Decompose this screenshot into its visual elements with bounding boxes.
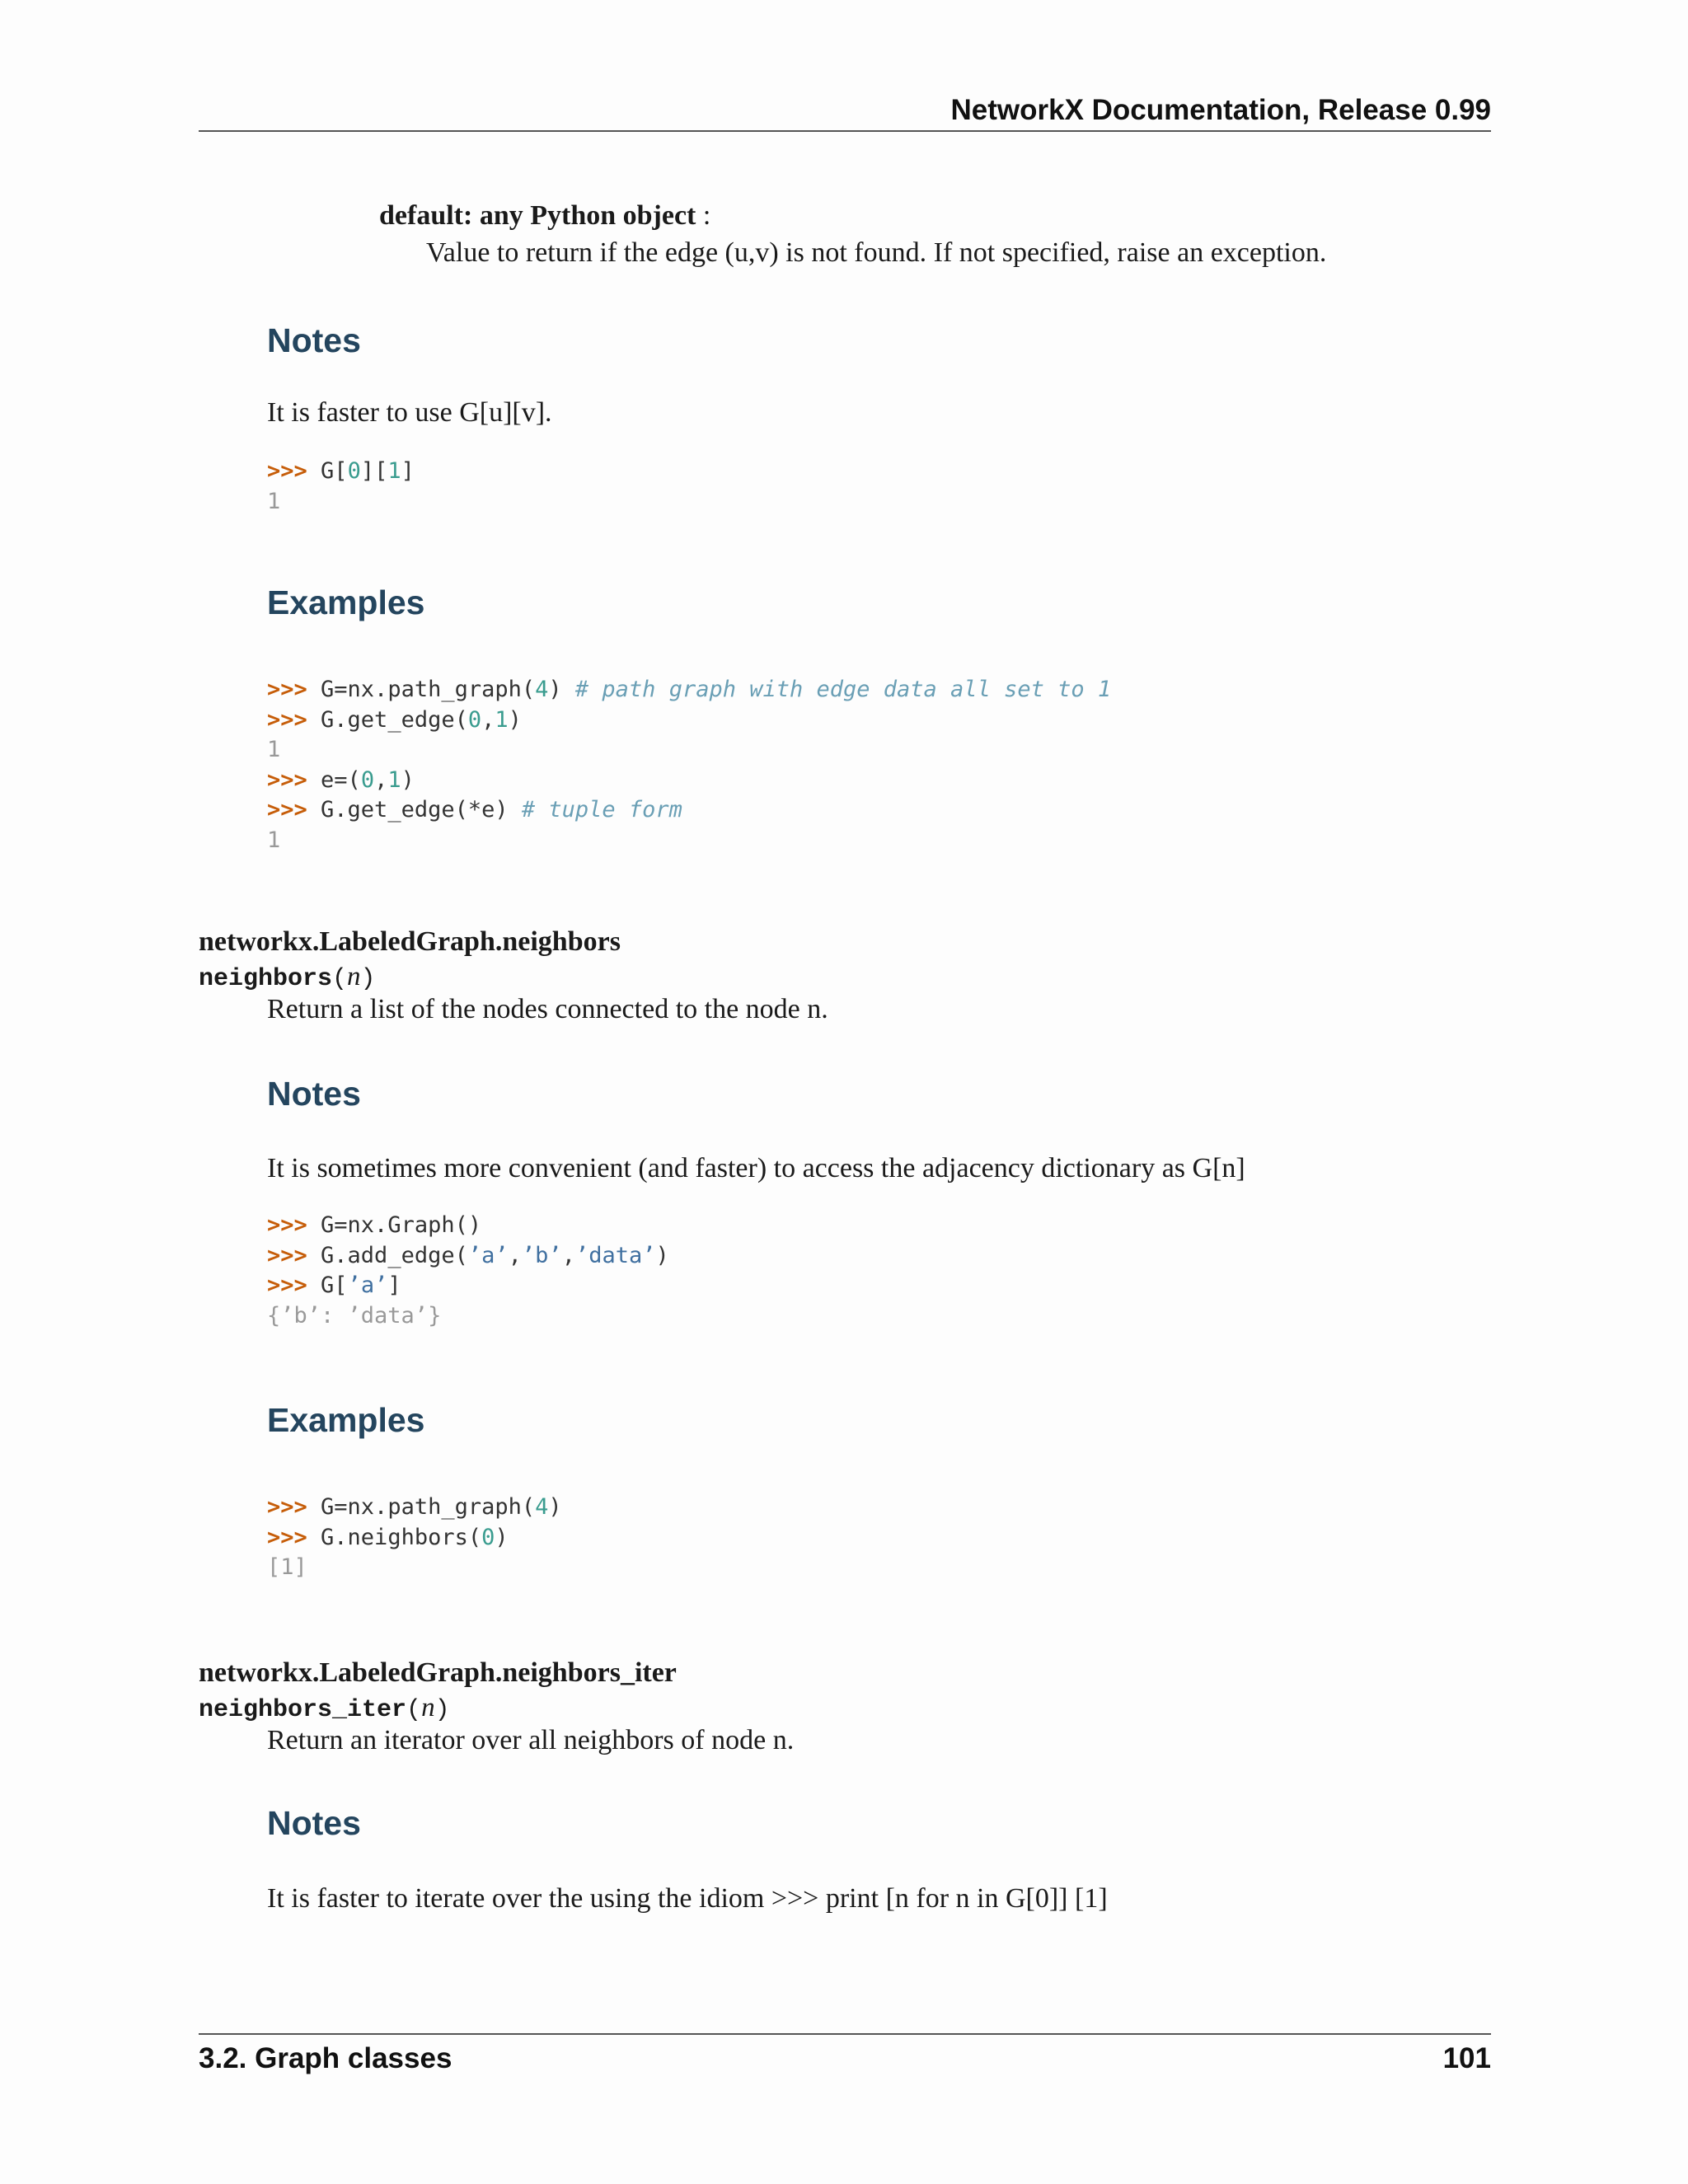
code-prompt: >>> (267, 706, 307, 733)
method-summary: Return an iterator over all neighbors of node n. (267, 1725, 795, 1755)
notes-paragraph: It is faster to iterate over the using the idiom >>> print [n for n in G[0]] [1] (267, 1883, 1108, 1914)
code-string: ’a’ (347, 1272, 388, 1298)
code-text: ) (401, 766, 415, 793)
code-line (267, 766, 1111, 796)
signature-paren: ( (406, 1696, 422, 1724)
parameter-name: default: any Python object (379, 200, 696, 231)
code-block (267, 1211, 669, 1331)
page-number: 101 (1442, 2042, 1491, 2074)
parameter-entry (379, 200, 710, 232)
code-string: ’a’ (467, 1242, 509, 1268)
code-text: G.add_edge( (307, 1242, 468, 1268)
code-prompt: >>> (267, 458, 307, 484)
code-string: ’b’ (521, 1242, 562, 1268)
code-text: ] (401, 458, 415, 484)
notes-heading: Notes (267, 1804, 361, 1842)
code-line (267, 795, 1111, 826)
code-prompt: >>> (267, 1212, 307, 1238)
code-text: G=nx.path_graph( (307, 1494, 536, 1520)
code-prompt: >>> (267, 1242, 307, 1268)
code-text: ) (495, 1524, 509, 1550)
code-prompt: >>> (267, 797, 307, 823)
code-line (267, 1271, 669, 1301)
method-qualified-name: networkx.LabeledGraph.neighbors (199, 926, 621, 957)
code-prompt: >>> (267, 766, 307, 793)
code-text: , (561, 1242, 575, 1268)
code-number: 4 (535, 1494, 549, 1520)
page-footer (199, 2042, 1491, 2075)
signature-paren: ) (434, 1696, 450, 1724)
signature-name: neighbors (199, 965, 333, 993)
notes-heading: Notes (267, 321, 361, 359)
parameter-description: Value to return if the edge (u,v) is not found. If not specified, raise an exception. (426, 237, 1327, 268)
method-qualified-name: networkx.LabeledGraph.neighbors_iter (199, 1657, 677, 1688)
method-signature (199, 1693, 450, 1724)
code-text: ] (387, 1272, 401, 1298)
method-signature (199, 962, 376, 993)
code-text: ) (548, 1494, 562, 1520)
notes-heading: Notes (267, 1075, 361, 1113)
code-text: e=( (307, 766, 361, 793)
code-string: ’data’ (574, 1242, 656, 1268)
code-prompt: >>> (267, 1272, 307, 1298)
code-text: G.neighbors( (307, 1524, 482, 1550)
code-text: ) (508, 706, 522, 733)
code-line (267, 1211, 669, 1241)
code-prompt: >>> (267, 1524, 307, 1550)
code-text: , (508, 1242, 522, 1268)
code-line (267, 457, 415, 487)
code-block (267, 1493, 562, 1583)
code-output: 1 (267, 827, 281, 853)
code-text: G=nx.path_graph( (307, 677, 536, 702)
code-number: 1 (387, 766, 401, 793)
code-line (267, 826, 1111, 856)
code-number: 0 (360, 766, 375, 793)
code-line (267, 1523, 562, 1554)
code-output: 1 (267, 488, 281, 514)
code-output: {’b’: ’data’} (267, 1302, 442, 1329)
footer-rule (199, 2033, 1491, 2035)
code-number: 0 (347, 458, 361, 484)
code-text: G[ (307, 458, 348, 484)
code-block (267, 675, 1111, 855)
code-text: ) (655, 1242, 669, 1268)
code-comment: # path graph with edge data all set to 1 (574, 677, 1112, 702)
parameter-separator: : (696, 200, 711, 231)
notes-paragraph: It is sometimes more convenient (and faster) to access the adjacency dictionary as G[n] (267, 1153, 1245, 1183)
signature-name: neighbors_iter (199, 1696, 407, 1724)
code-line (267, 705, 1111, 736)
code-number: 1 (495, 706, 509, 733)
code-line (267, 1301, 669, 1332)
signature-paren: ( (332, 965, 348, 993)
header-rule (199, 130, 1491, 132)
footer-section-link[interactable]: 3.2. Graph classes (199, 2042, 452, 2074)
code-output: 1 (267, 737, 281, 762)
method-summary: Return a list of the nodes connected to the node n. (267, 994, 828, 1024)
code-number: 1 (387, 458, 401, 484)
code-text: ) (548, 677, 575, 702)
code-text: ][ (360, 458, 388, 484)
code-text: G=nx.Graph() (307, 1212, 482, 1238)
code-line (267, 1493, 562, 1523)
code-prompt: >>> (267, 1494, 307, 1520)
running-header-title: NetworkX Documentation, Release 0.99 (950, 94, 1491, 126)
code-number: 4 (535, 677, 549, 702)
code-text: G.get_edge( (307, 706, 468, 733)
code-text: , (374, 766, 388, 793)
code-number: 0 (467, 706, 482, 733)
code-line (267, 487, 415, 518)
code-output: [1] (267, 1554, 307, 1580)
code-text: G.get_edge(*e) (307, 797, 522, 823)
code-number: 0 (481, 1524, 495, 1550)
code-text: G[ (307, 1272, 348, 1298)
code-prompt: >>> (267, 677, 307, 702)
notes-paragraph: It is faster to use G[u][v]. (267, 397, 552, 428)
code-text: , (481, 706, 495, 733)
code-line (267, 735, 1111, 766)
code-comment: # tuple form (521, 797, 682, 823)
code-line (267, 1241, 669, 1272)
code-block (267, 457, 415, 517)
signature-paren: ) (360, 965, 376, 993)
code-line (267, 675, 1111, 705)
examples-heading: Examples (267, 583, 425, 621)
code-line (267, 1553, 562, 1583)
examples-heading: Examples (267, 1401, 425, 1439)
signature-arg: n (421, 1693, 435, 1722)
signature-arg: n (347, 962, 361, 991)
